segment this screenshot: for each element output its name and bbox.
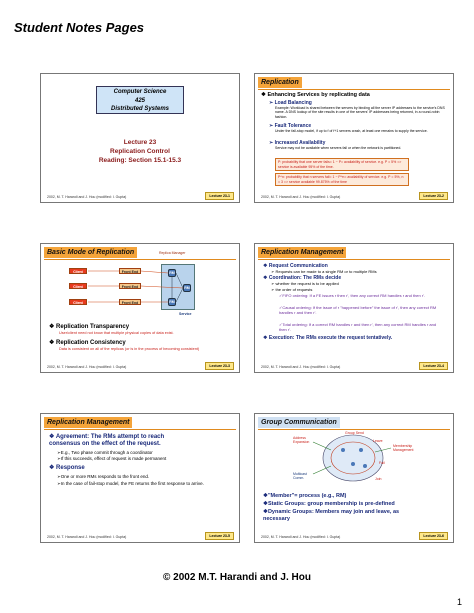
lecture-number: Lecture 23 — [123, 139, 157, 146]
slide-title: Replication — [258, 77, 302, 88]
replica-manager-label: Replica Manager — [159, 251, 186, 255]
lecture-reading: Reading: Section 15.1-15.3 — [98, 157, 182, 164]
slide-3 — [40, 243, 240, 373]
list-item: ➢ the order of requests — [271, 287, 313, 292]
item-body: Service may not be available when servers fail or when the network is partitioned. — [275, 146, 402, 150]
item-body: Example: Workload is shared between the servers by binding all the server IP addresses to the service's DNS name. A DNS lookup of the site results in one of the servers' IP addresses being returned, in a round-robin fashion. — [275, 106, 445, 119]
heading: ❖ Enhancing Services by replicating data — [261, 92, 370, 98]
course-title: Distributed Systems — [110, 106, 170, 112]
address-expansion-label: Address Expansion — [293, 436, 310, 444]
course-number: 425 — [134, 97, 145, 104]
slide-title: Group Communication — [258, 417, 340, 428]
list-item: ❖Static Groups: group membership is pre-defined — [263, 501, 395, 507]
member-node — [359, 448, 363, 452]
leave-label: Leave — [373, 439, 383, 443]
group-communication-diagram — [255, 414, 453, 494]
slide-title: Basic Mode of Replication — [44, 247, 137, 258]
slide-2 — [254, 73, 454, 203]
front-end-box: Front End — [119, 299, 141, 305]
service-label: Service — [179, 312, 192, 316]
slide-4 — [254, 243, 454, 373]
copyright-icon: © — [163, 572, 171, 583]
list-item: ❖ Request Communication — [263, 263, 328, 269]
rm-box: RM — [184, 286, 190, 290]
title-divider — [44, 429, 236, 430]
lecture-badge: Lecture 23-6 — [419, 532, 448, 540]
slide-footer: 2002, M. T. Harandi and J. Hou (modified: I. Gupta) — [261, 195, 341, 199]
item-head: ➢ Load Balancing — [269, 100, 312, 106]
course-name: Computer Science — [113, 89, 167, 95]
member-node — [363, 464, 367, 468]
list-item: ❖ Agreement: The RMs attempt to reach consensus on the effect of the request. — [49, 434, 165, 447]
course-box — [96, 86, 184, 114]
slide-footer: 2002, M. T. Harandi and J. Hou (modified: I. Gupta) — [261, 365, 341, 369]
page-number: 1 — [456, 597, 462, 607]
slide-5 — [40, 413, 240, 543]
list-item: ➢One or more RMs responds to the front end. — [57, 474, 150, 479]
list-item: ✓Total ordering: If a correct RM handles r and then r', then any correct RM handles r and then r'. — [279, 322, 437, 332]
list-item: ➢ whether the request is to be applied — [271, 281, 339, 286]
slide-title: Replication Management — [44, 417, 132, 428]
fail-label: Fail — [379, 461, 385, 465]
title-divider — [258, 89, 450, 90]
page-footer — [0, 572, 474, 583]
group-send-label: Group Send — [345, 431, 364, 435]
replication-diagram-links — [41, 244, 239, 324]
slide-title: Replication Management — [258, 247, 346, 258]
list-item: ❖ Coordination: The RMs decide — [263, 275, 342, 281]
slide-footer: 2002, M. T. Harandi and J. Hou (modified: I. Gupta) — [47, 195, 127, 199]
client-box: Client — [69, 283, 87, 289]
item-head: ➢ Fault Tolerance — [269, 123, 312, 129]
slide-1 — [40, 73, 240, 203]
item-head: ➢ Increased Availability — [269, 140, 326, 146]
list-item: ❖ Execution: The RMs execute the request tentatively. — [263, 335, 393, 341]
slide-footer: 2002, M. T. Harandi and J. Hou (modified: I. Gupta) — [47, 365, 127, 369]
consistency-desc: Data is consistent on all of the replicas (or is in the process of becoming consistent) — [59, 347, 200, 351]
slide-6 — [254, 413, 454, 543]
list-item: ✓Causal ordering: If the issue of r "happened before" the issue of r', then any correct RM handles r and then r'. — [279, 305, 437, 315]
availability-note-1: P: probability that one server fails= 1 − P= availability of service. e.g. P = 5% => service is available 95% of the time. — [275, 158, 409, 171]
lecture-badge: Lecture 23-3 — [205, 362, 234, 370]
multicast-comm-label: Multicast Comm. — [293, 472, 307, 480]
list-item: ➢ Requests can be made to a single RM or to multiple RMs — [271, 269, 377, 274]
title-divider — [258, 259, 450, 260]
bullet-consistency: ❖ Replication Consistency — [49, 340, 126, 346]
lecture-badge: Lecture 23-2 — [419, 192, 448, 200]
front-end-box: Front End — [119, 283, 141, 289]
list-item: ❖ Response — [49, 465, 85, 471]
lecture-badge: Lecture 23-4 — [419, 362, 448, 370]
front-end-box: Front End — [119, 268, 141, 274]
bullet-icon: ❖ — [261, 92, 268, 98]
lecture-info — [41, 138, 239, 165]
rm-box: RM — [169, 300, 175, 304]
list-item: ➢If this succeeds, effect of request is made permanent — [57, 456, 167, 461]
bullet-transparency: ❖ Replication Transparency — [49, 324, 130, 330]
copyright-text: 2002 M.T. Harandi and J. Hou — [173, 572, 311, 583]
transparency-desc: User/client need not know that multiple physical copies of data exist. — [59, 331, 174, 335]
availability-note-2: P^n: probability that n servers fail= 1 − P^n= availability of service. e.g. P = 5%, n = 3 => service available 99.875% of the time — [275, 173, 409, 186]
list-item: ➢In the case of fail-stop model, the FE returns the first response to arrive. — [57, 481, 204, 486]
slide-footer: 2002, M. T. Harandi and J. Hou (modified: I. Gupta) — [47, 535, 127, 539]
client-box: Client — [69, 299, 87, 305]
list-item: ❖"Member"= process (e.g., RM) — [263, 493, 347, 499]
item-body: Under the fail-stop model, if up to f of f+1 servers crash, at least one remains to supply the service. — [275, 129, 428, 133]
rm-box: RM — [169, 271, 175, 275]
lecture-badge: Lecture 23-5 — [205, 532, 234, 540]
list-item: ➢E.g., Two phase commit through a coordinator — [57, 450, 153, 455]
list-item: ✓FIFO ordering: If a FE issues r then r', then any correct RM handles r and then r'. — [279, 293, 426, 298]
member-node — [351, 462, 355, 466]
lecture-topic: Replication Control — [110, 148, 170, 155]
slide-footer: 2002, M. T. Harandi and J. Hou (modified: I. Gupta) — [261, 535, 341, 539]
membership-management-label: Membership Management — [393, 444, 414, 452]
client-box: Client — [69, 268, 87, 274]
page-title: Student Notes Pages — [14, 20, 145, 35]
lecture-badge: Lecture 23-1 — [205, 192, 234, 200]
member-node — [341, 448, 345, 452]
join-label: Join — [375, 477, 382, 481]
list-item: ❖Dynamic Groups: Members may join and leave, as necessary — [263, 509, 400, 522]
